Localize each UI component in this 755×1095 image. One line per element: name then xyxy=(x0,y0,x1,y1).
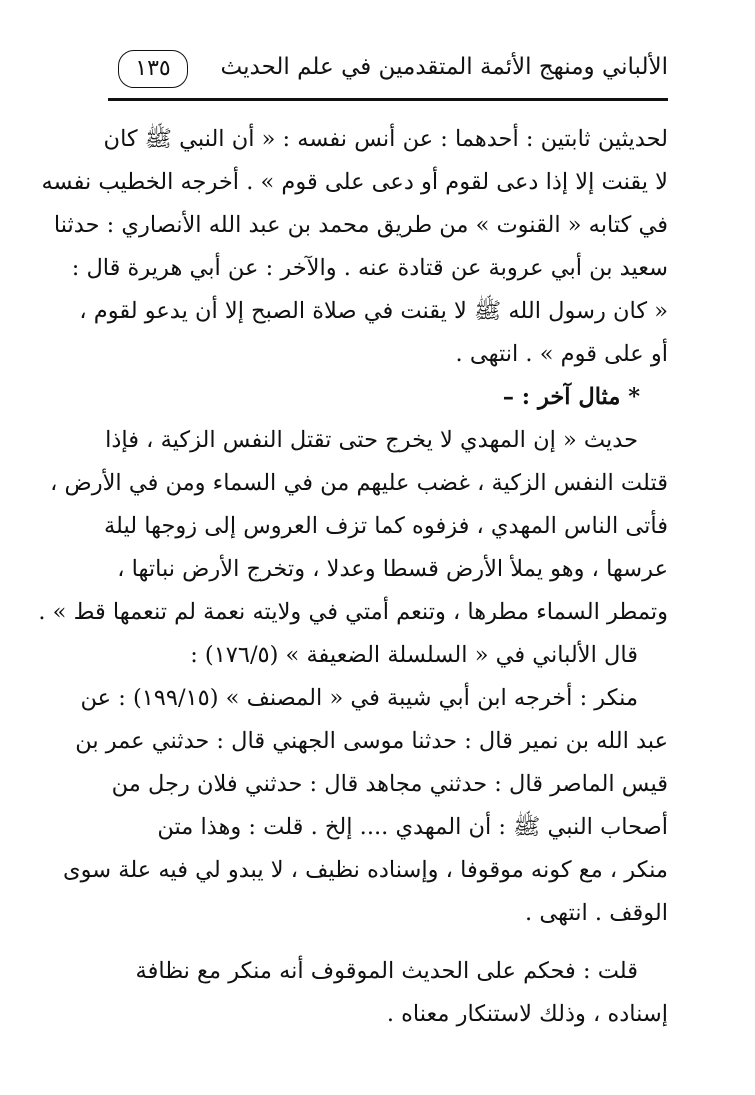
quote-intro: قال الألباني في « السلسلة الضعيفة » (١٧٦/٥) : xyxy=(190,642,638,668)
text-line: إسناده ، وذلك لاستنكار معناه . xyxy=(386,1001,668,1027)
text-line: سعيد بن أبي عروبة عن قتادة عنه . والآخر : عن أبي هريرة قال : xyxy=(71,255,668,281)
text-line: قيس الماصر قال : حدثني مجاهد قال : حدثني فلان رجل من xyxy=(111,771,668,797)
text-line: « كان رسول الله ﷺ لا يقنت في صلاة الصبح إلا أن يدعو لقوم ، xyxy=(79,298,668,324)
paragraph-5 xyxy=(108,950,668,1036)
running-title: الألباني ومنهج الأئمة المتقدمين في علم الحديث xyxy=(220,54,668,80)
section-heading: * مثال آخر : – xyxy=(502,384,640,410)
text-line: أو على قوم » . انتهى . xyxy=(455,341,668,367)
paragraph-2 xyxy=(38,419,668,634)
paragraph-gap xyxy=(108,935,668,950)
text-line: قلت : فحكم على الحديث الموقوف أنه منكر مع نظافة xyxy=(135,958,638,984)
text-line: الوقف . انتهى . xyxy=(525,900,668,926)
text-line: منكر : أخرجه ابن أبي شيبة في « المصنف » (١٩٩/١٥) : عن xyxy=(80,685,638,711)
paragraph-1 xyxy=(41,118,668,376)
paragraph-4 xyxy=(63,677,668,935)
text-line: فأتى الناس المهدي ، فزفوه كما تزف العروس إلى زوجها ليلة xyxy=(103,513,668,539)
page-header xyxy=(108,46,668,96)
text-line: لحديثين ثابتين : أحدهما : عن أنس نفسه : « أن النبي ﷺ كان xyxy=(103,126,668,152)
text-line: لا يقنت إلا إذا دعى لقوم أو دعى على قوم » . أخرجه الخطيب نفسه xyxy=(41,169,668,195)
text-line: حديث « إن المهدي لا يخرج حتى تقتل النفس الزكية ، فإذا xyxy=(105,427,638,453)
text-line: عبد الله بن نمير قال : حدثنا موسى الجهني قال : حدثني عمر بن xyxy=(75,728,668,754)
page-body xyxy=(38,118,668,1036)
text-line: منكر ، مع كونه موقوفا ، وإسناده نظيف ، لا يبدو لي فيه علة سوى xyxy=(63,857,668,883)
text-line: أصحاب النبي ﷺ : أن المهدي .... إلخ . قلت : وهذا متن xyxy=(157,814,668,840)
text-line: عرسها ، وهو يملأ الأرض قسطا وعدلا ، وتخرج الأرض نباتها ، xyxy=(117,556,668,582)
text-line: قتلت النفس الزكية ، غضب عليهم من في السماء ومن في الأرض ، xyxy=(50,470,668,496)
header-rule xyxy=(108,98,668,101)
page-number-badge: ١٣٥ xyxy=(118,50,188,88)
text-line: وتمطر السماء مطرها ، وتنعم أمتي في ولايته نعمة لم تنعمها قط » . xyxy=(38,599,668,625)
text-line: في كتابه « القنوت » من طريق محمد بن عبد الله الأنصاري : حدثنا xyxy=(53,212,668,238)
